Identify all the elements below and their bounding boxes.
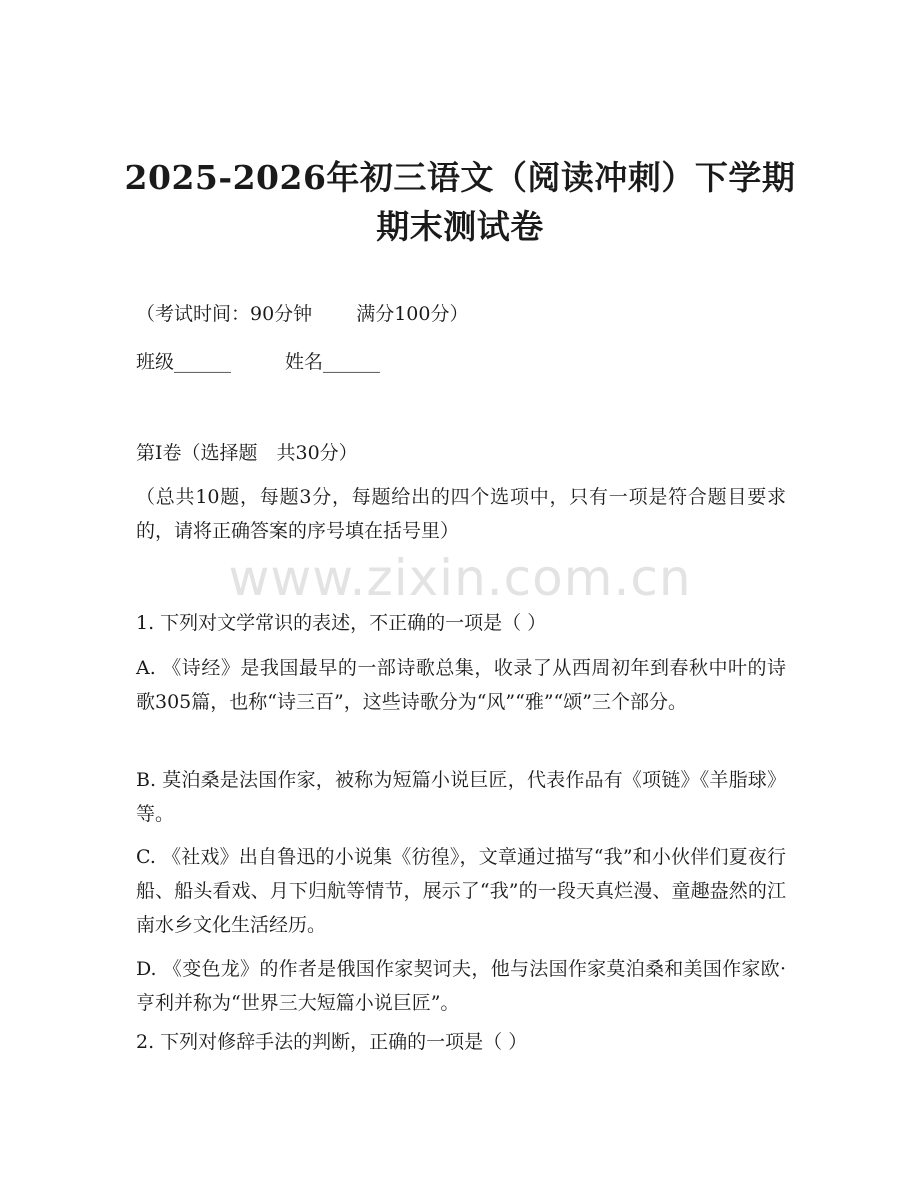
- question-1-option-d: D. 《变色龙》的作者是俄国作家契诃夫，他与法国作家莫泊桑和美国作家欧·亨利并称为“世界三大短篇小说巨匠”。: [136, 958, 786, 1014]
- exam-info: [136, 302, 796, 326]
- exam-time: （考试时间：90分钟: [136, 303, 313, 325]
- exam-full-score: 满分100分）: [356, 303, 469, 325]
- class-field: 班级______: [136, 351, 232, 373]
- question-1-option-a: A. 《诗经》是我国最早的一部诗歌总集，收录了从西周初年到春秋中叶的诗歌305篇，也称“诗三百”，这些诗歌分为“风”“雅”“颂”三个部分。: [136, 657, 786, 713]
- question-1-option-c: C. 《社戏》出自鲁迅的小说集《彷徨》，文章通过描写“我”和小伙伴们夏夜行船、船头看戏、月下归航等情节，展示了“我”的一段天真烂漫、童趣盎然的江南水乡文化生活经历。: [136, 846, 786, 936]
- name-field: 姓名______: [285, 351, 381, 373]
- section-title: 第Ⅰ卷（选择题 共30分）: [136, 442, 358, 464]
- watermark: www.zixin.com.cn: [228, 549, 692, 607]
- document-title-line2: 期末测试卷: [376, 207, 544, 246]
- section-instruction: （总共10题，每题3分，每题给出的四个选项中，只有一项是符合题目要求的，请将正确答案的序号填在括号里）: [136, 486, 786, 542]
- question-2-stem: 2. 下列对修辞手法的判断，正确的一项是（ ）: [136, 1031, 528, 1053]
- document-title-line1: 2025-2026年初三语文（阅读冲刺）下学期: [124, 158, 796, 197]
- student-fields: [136, 350, 796, 374]
- question-1-option-b: B. 莫泊桑是法国作家，被称为短篇小说巨匠，代表作品有《项链》《羊脂球》等。: [136, 769, 786, 825]
- question-1-stem: 1. 下列对文学常识的表述，不正确的一项是（ ）: [136, 612, 547, 634]
